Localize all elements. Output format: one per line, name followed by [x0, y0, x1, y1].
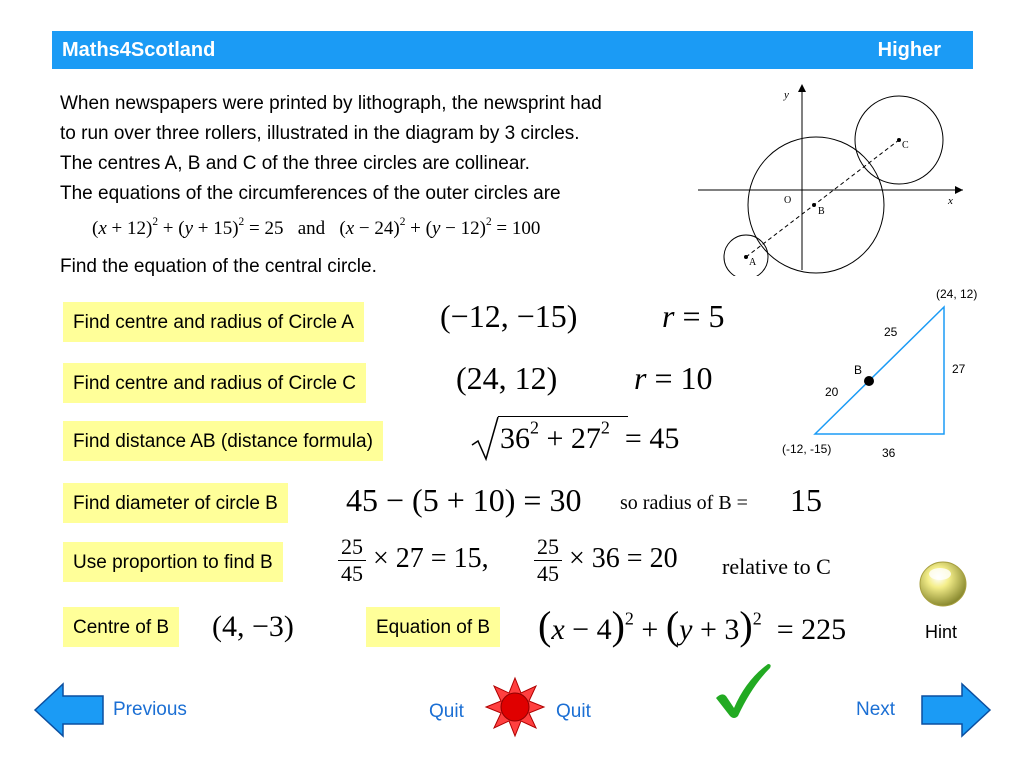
answer-proportion-1: $\frac{25}{45}$ × 27 = 15, — [338, 534, 489, 587]
triangle-hyp-lower: 20 — [825, 385, 839, 399]
problem-text — [60, 89, 680, 209]
y-axis-arrow — [798, 84, 806, 92]
answer-diameter-b: 45 − (5 + 10) = 30 — [346, 482, 582, 518]
step-equation-b-button[interactable]: Equation of B — [366, 607, 500, 647]
circles-diagram — [698, 80, 970, 276]
point-a — [744, 255, 748, 259]
next-link[interactable]: Next — [856, 699, 896, 720]
hint-button[interactable] — [918, 558, 970, 615]
problem-line: The centres A, B and C of the three circles are collinear. — [60, 153, 530, 174]
y-axis-label: y — [784, 89, 789, 101]
equation-circle-a: $(x + 12)^2 + (y + 15)^2 = 25$ — [92, 215, 284, 239]
answer-centre-b: (4, −3) — [212, 610, 294, 643]
distance-term-2: 27 — [570, 422, 601, 455]
point-a-label: A — [749, 257, 757, 268]
distance-term-1: 36 — [500, 422, 530, 455]
step-proportion-button[interactable]: Use proportion to find B — [63, 542, 283, 582]
problem-line: The equations of the circumferences of the outer circles are — [60, 183, 561, 204]
quit-link-right[interactable]: Quit — [556, 701, 591, 722]
equation-rhs: 225 — [801, 613, 847, 646]
next-arrow-icon[interactable] — [920, 682, 992, 738]
quit-star-icon[interactable] — [484, 676, 546, 738]
given-equations — [92, 215, 541, 240]
triangle-shape — [815, 307, 944, 434]
answer-radius-c: r = 10 — [634, 360, 713, 396]
previous-arrow-icon[interactable] — [33, 682, 105, 738]
triangle-horizontal: 36 — [882, 446, 896, 460]
answer-centre-c: (24, 12) — [456, 360, 558, 396]
site-title: Maths4Scotland — [62, 39, 216, 61]
radius-c-value: 10 — [680, 360, 713, 396]
previous-link[interactable]: Previous — [113, 699, 187, 720]
triangle-diagram — [770, 282, 1010, 464]
step-centre-b-button[interactable]: Centre of B — [63, 607, 179, 647]
equation-circle-c: $(x - 24)^2 + (y - 12)^2 = 100$ — [339, 215, 541, 239]
answer-equation-b: $(x - 4)^2 + (y + 3)^2 = 225$ — [538, 603, 847, 648]
triangle-bottom-label: (-12, -15) — [782, 442, 832, 456]
point-b — [812, 203, 816, 207]
point-b-label: B — [818, 206, 825, 217]
relative-to-c-text: relative to C — [722, 554, 831, 579]
answer-distance-ab: $36^2 + 27^2 = 45$ — [500, 417, 680, 455]
centres-line — [746, 140, 899, 257]
x-axis-arrow — [955, 186, 963, 194]
hint-label[interactable]: Hint — [925, 622, 958, 642]
and-word: and — [297, 218, 326, 239]
step-circle-a-button[interactable]: Find centre and radius of Circle A — [63, 302, 364, 342]
radius-a-value: 5 — [708, 298, 725, 334]
question-text: Find the equation of the central circle. — [60, 256, 377, 277]
fraction: $\frac{25}{45}$ — [338, 534, 366, 587]
hint-ball-icon — [918, 558, 970, 610]
triangle-top-label: (24, 12) — [936, 287, 978, 301]
radius-b-value: 15 — [790, 482, 822, 518]
distance-value: 45 — [649, 422, 680, 455]
problem-line: When newspapers were printed by lithograph, the newsprint had — [60, 93, 602, 114]
point-c-label: C — [902, 140, 909, 151]
step-distance-ab-button[interactable]: Find distance AB (distance formula) — [63, 421, 383, 461]
step-circle-c-button[interactable]: Find centre and radius of Circle C — [63, 363, 366, 403]
point-c — [897, 138, 901, 142]
header-bar — [52, 31, 973, 69]
level-label: Higher — [877, 39, 941, 61]
triangle-point-b — [864, 376, 874, 386]
checkmark-icon — [712, 660, 774, 722]
fraction: $\frac{25}{45}$ — [534, 534, 562, 587]
answer-proportion-2: $\frac{25}{45}$ × 36 = 20 — [534, 534, 678, 587]
answer-radius-a: r = 5 — [662, 298, 725, 334]
triangle-b-label: B — [854, 363, 863, 377]
step-diameter-b-button[interactable]: Find diameter of circle B — [63, 483, 288, 523]
quit-link-left[interactable]: Quit — [429, 701, 464, 722]
origin-label: O — [784, 195, 792, 206]
triangle-vertical: 27 — [952, 362, 966, 376]
triangle-hyp-upper: 25 — [884, 325, 898, 339]
sqrt-sign — [470, 415, 500, 463]
answer-centre-a: (−12, −15) — [440, 298, 578, 334]
problem-line: to run over three rollers, illustrated in the diagram by 3 circles. — [60, 123, 580, 144]
x-axis-label: x — [948, 195, 953, 207]
radius-b-text: so radius of B = — [620, 492, 748, 514]
